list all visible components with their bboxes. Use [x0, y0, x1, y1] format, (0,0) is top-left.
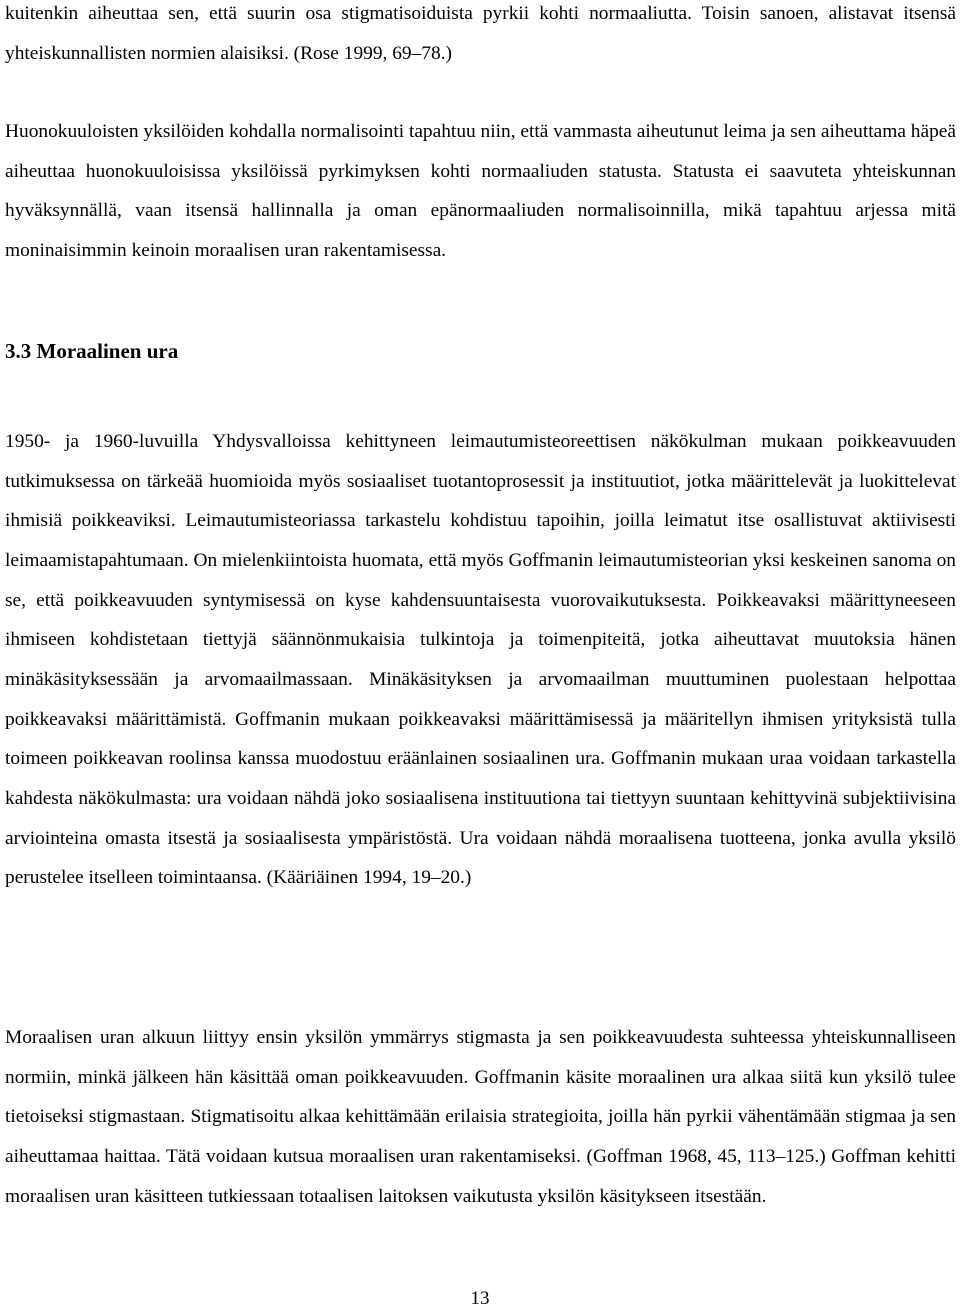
paragraph-hard-of-hearing-normalization: Huonokuuloisten yksilöiden kohdalla normalisointi tapahtuu niin, että vammasta aiheutunut leima ja sen aiheuttama häpeä aiheuttaa huonokuuloisissa yksilöissä pyrkimyksen kohti normaaliuden statusta. Statusta ei saavuteta yhteiskunnan hyväksynnällä, vaan itsensä hallinnalla ja oman epänormaaliuden normalisoinnilla, mikä tapahtuu arjessa mitä moninaisimmin keinoin moraalisen uran rakentamisessa.: [5, 121, 956, 261]
paragraph-normalization-intro: kuitenkin aiheuttaa sen, että suurin osa stigmatisoiduista pyrkii kohti normaaliutta. Toisin sanoen, alistavat itsensä yhteiskunnallisten normien alaisiksi. (Rose 1999, 69–78.): [5, 3, 956, 64]
page-number: 13: [470, 1288, 490, 1309]
paragraph-moral-career: Moraalisen uran alkuun liittyy ensin yksilön ymmärrys stigmasta ja sen poikkeavuudesta suhteessa yhteiskunnalliseen normiin, minkä jälkeen hän käsittää oman poikkeavuuden. Goffmanin käsite moraalinen ura alkaa siitä kun yksilö tulee tietoiseksi stigmastaan. Stigmatisoitu alkaa kehittämään erilaisia strategioita, joilla hän pyrkii vähentämään stigmaa ja sen aiheuttamaa haittaa. Tätä voidaan kutsua moraalisen uran rakentamiseksi. (Goffman 1968, 45, 113–125.) Goffman kehitti moraalisen uran käsitteen tutkiessaan totaalisen laitoksen vaikutusta yksilön käsitykseen itsestään.: [5, 1027, 956, 1207]
paragraph-labeling-theory: 1950- ja 1960-luvuilla Yhdysvalloissa kehittyneen leimautumisteoreettisen näkökulman mukaan poikkeavuuden tutkimuksessa on tärkeää huomioida myös sosiaaliset tuotantoprosessit ja instituutiot, jotka määrittelevät ja luokittelevat ihmisiä poikkeaviksi. Leimautumisteoriassa tarkastelu kohdistuu tapoihin, joilla leimatut itse osallistuvat aktiivisesti leimaamistapahtumaan. On mielenkiintoista huomata, että myös Goffmanin leimautumisteorian yksi keskeinen sanoma on se, että poikkeavuuden syntymisessä on kyse kahdensuuntaisesta vuorovaikutuksesta. Poikkeavaksi määrittyneeseen ihmiseen kohdistetaan tiettyjä säännönmukaisia tulkintoja ja toimenpiteitä, jotka aiheuttavat muutoksia hänen minäkäsityksessään ja arvomaailmassaan. Minäkäsityksen ja arvomaailman muuttuminen puolestaan helpottaa poikkeavaksi määrittämistä. Goffmanin mukaan poikkeavaksi määrittämisessä ja määritellyn ihmisen yrityksistä tulla toimeen poikkeavan roolinsa kanssa muodostuu eräänlainen sosiaalinen ura. Goffmanin mukaan uraa voidaan tarkastella kahdesta näkökulmasta: ura voidaan nähdä joko sosiaalisena instituutiona tai tiettyyn suuntaan kehittyvinä subjektiivisina arviointeina omasta itsestä ja sosiaalisesta ympäristöstä. Ura voidaan nähdä moraalisena tuotteena, jonka avulla yksilö perustelee itselleen toimintaansa. (Kääriäinen 1994, 19–20.): [5, 431, 956, 889]
section-heading: 3.3 Moraalinen ura: [5, 339, 179, 363]
